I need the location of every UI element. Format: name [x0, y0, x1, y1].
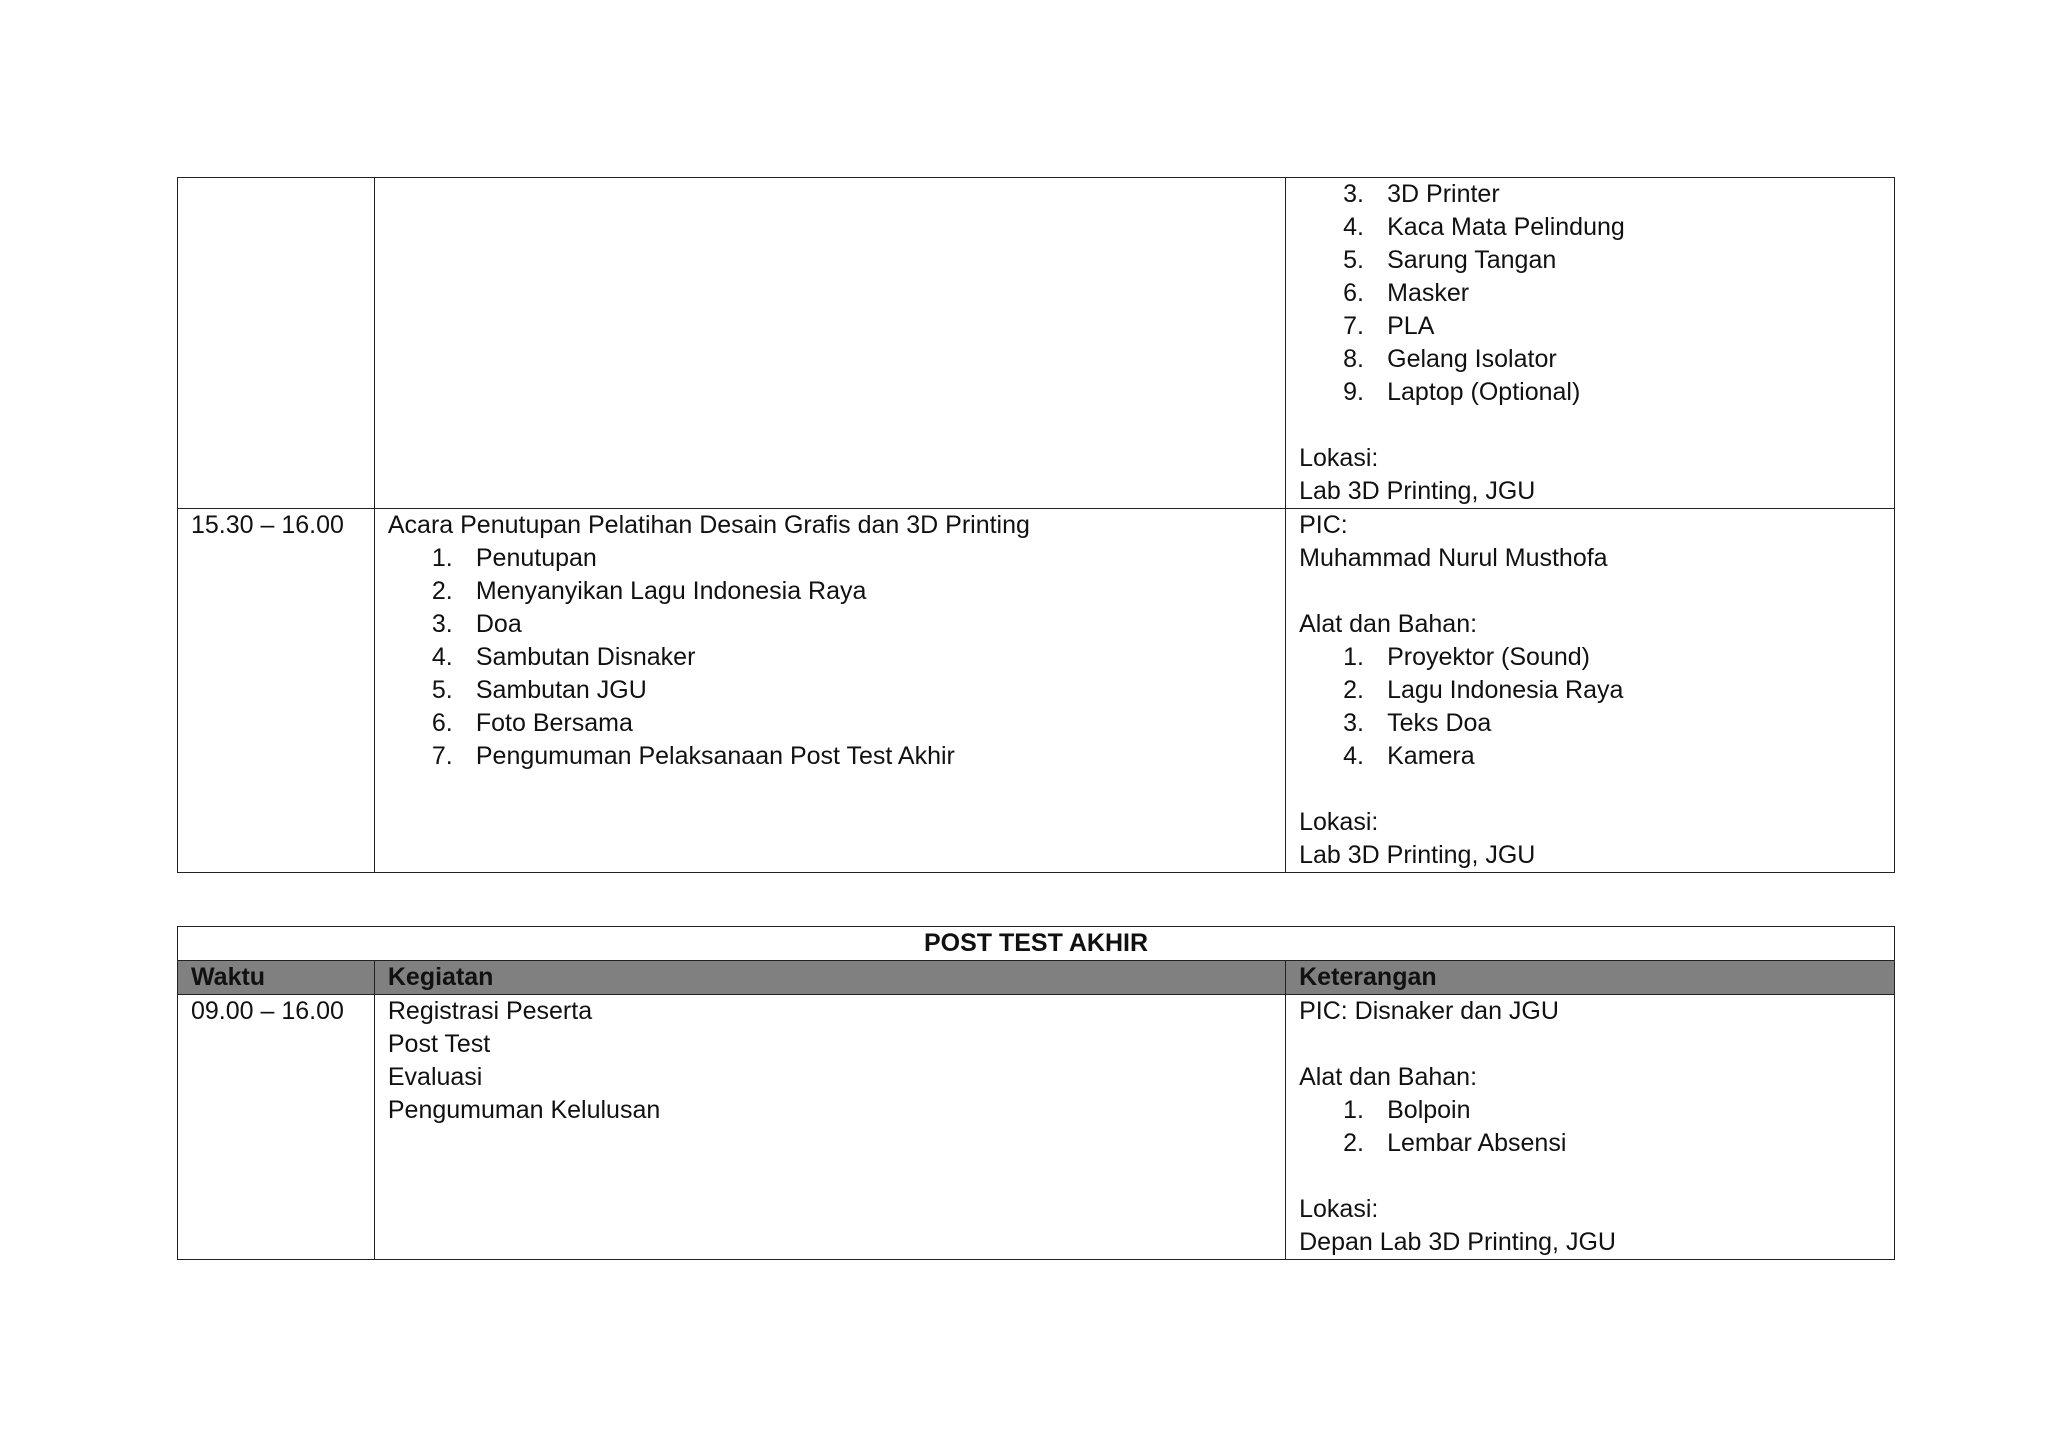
table-row — [178, 995, 1895, 1260]
list-item: 6. Foto Bersama — [431, 709, 633, 737]
waktu-cell: 15.30 – 16.00 — [178, 509, 375, 873]
list-item: 1. Bolpoin — [1343, 1096, 1471, 1124]
kegiatan-cell — [374, 178, 1285, 509]
table-title: POST TEST AKHIR — [178, 927, 1895, 961]
kegiatan-cell — [374, 995, 1285, 1260]
list-item: 3. Teks Doa — [1343, 709, 1492, 737]
table-title-row — [178, 927, 1895, 961]
lokasi-value: Lab 3D Printing, JGU — [1299, 477, 1536, 505]
keterangan-cell — [1286, 509, 1895, 873]
alat-list — [1299, 641, 1881, 773]
table-row — [178, 178, 1895, 509]
waktu-cell: 09.00 – 16.00 — [178, 995, 375, 1260]
kegiatan-line: Registrasi Peserta — [387, 997, 593, 1025]
list-item: 6. Masker — [1343, 279, 1470, 307]
alat-label: Alat dan Bahan: — [1299, 1063, 1478, 1091]
list-item: 3. 3D Printer — [1343, 180, 1500, 208]
table-row — [178, 509, 1895, 873]
schedule-table-continued — [177, 177, 1895, 873]
kegiatan-line: Pengumuman Kelulusan — [387, 1096, 661, 1124]
list-item: 7. PLA — [1343, 312, 1435, 340]
kegiatan-list — [388, 542, 1272, 773]
kegiatan-line: Evaluasi — [387, 1063, 483, 1091]
keterangan-cell — [1286, 178, 1895, 509]
alat-list — [1299, 178, 1881, 409]
list-item: 9. Laptop (Optional) — [1343, 378, 1581, 406]
lokasi-value: Lab 3D Printing, JGU — [1299, 841, 1536, 869]
post-test-table — [177, 926, 1895, 1260]
lokasi-label: Lokasi: — [1299, 444, 1379, 472]
header-kegiatan: Kegiatan — [374, 961, 1285, 995]
list-item: 4. Kamera — [1343, 742, 1475, 770]
pic-value: PIC: Disnaker dan JGU — [1299, 997, 1559, 1025]
keterangan-cell — [1286, 995, 1895, 1260]
lokasi-label: Lokasi: — [1299, 1195, 1379, 1223]
list-item: 5. Sarung Tangan — [1343, 246, 1557, 274]
list-item: 1. Proyektor (Sound) — [1343, 643, 1590, 671]
header-waktu: Waktu — [178, 961, 375, 995]
list-item: 1. Penutupan — [431, 544, 597, 572]
table-header-row — [178, 961, 1895, 995]
list-item: 4. Sambutan Disnaker — [431, 643, 696, 671]
list-item: 5. Sambutan JGU — [431, 676, 647, 704]
list-item: 2. Lembar Absensi — [1343, 1129, 1567, 1157]
list-item: 4. Kaca Mata Pelindung — [1343, 213, 1625, 241]
list-item: 8. Gelang Isolator — [1343, 345, 1557, 373]
list-item: 7. Pengumuman Pelaksanaan Post Test Akhir — [431, 742, 955, 770]
kegiatan-title: Acara Penutupan Pelatihan Desain Grafis dan 3D Printing — [387, 511, 1030, 539]
kegiatan-cell — [374, 509, 1285, 873]
kegiatan-line: Post Test — [387, 1030, 491, 1058]
header-keterangan: Keterangan — [1286, 961, 1895, 995]
lokasi-value: Depan Lab 3D Printing, JGU — [1299, 1228, 1616, 1256]
list-item: 2. Menyanyikan Lagu Indonesia Raya — [431, 577, 867, 605]
list-item: 3. Doa — [431, 610, 522, 638]
pic-value: Muhammad Nurul Musthofa — [1299, 544, 1608, 572]
list-item: 2. Lagu Indonesia Raya — [1343, 676, 1624, 704]
lokasi-label: Lokasi: — [1299, 808, 1379, 836]
alat-label: Alat dan Bahan: — [1299, 610, 1478, 638]
waktu-cell — [178, 178, 375, 509]
alat-list — [1299, 1094, 1881, 1160]
pic-label: PIC: — [1299, 511, 1348, 539]
